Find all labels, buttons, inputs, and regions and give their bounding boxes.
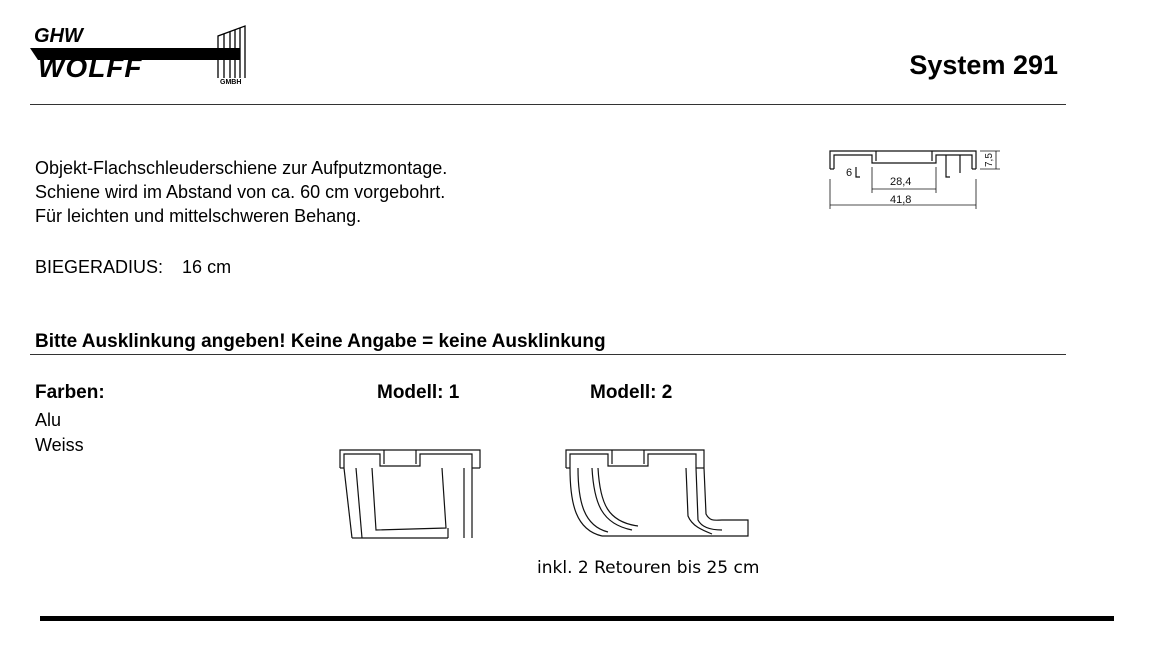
description-line-2: Schiene wird im Abstand von ca. 60 cm vorgebohrt.: [35, 182, 446, 202]
biegeradius: [35, 257, 231, 278]
footer-rule: [40, 616, 1114, 621]
page-title: System 291: [909, 50, 1058, 80]
dim-6: 6: [846, 167, 853, 179]
farbe-alu: Alu: [35, 410, 62, 430]
farbe-weiss: Weiss: [35, 435, 84, 455]
dim-7-5: 7,5: [984, 153, 995, 167]
modell-2-label: Modell: 2: [590, 382, 673, 403]
biegeradius-label: BIEGERADIUS:: [35, 257, 164, 277]
ausklinkung-notice: Bitte Ausklinkung angeben! Keine Angabe = keine Ausklinkung: [35, 331, 606, 352]
dim-41-8: 41,8: [890, 194, 912, 206]
dim-28-4: 28,4: [890, 176, 912, 188]
modell-1-label: Modell: 1: [377, 382, 460, 403]
biegeradius-value: 16 cm: [182, 257, 232, 277]
ghw-wolff-logo: [30, 22, 255, 86]
header-rule: [30, 104, 1066, 105]
profile-cross-section-drawing: [820, 143, 1010, 219]
notice-rule: [30, 354, 1066, 355]
modell-1-drawing: [336, 444, 486, 542]
description-line-3: Für leichten und mittelschweren Behang.: [35, 206, 362, 226]
description-line-1: Objekt-Flachschleuderschiene zur Aufputzmontage.: [35, 158, 448, 178]
farben-heading: Farben:: [35, 382, 105, 403]
modell-2-drawing: [562, 444, 758, 542]
logo-text-ghw: GHW: [34, 25, 83, 47]
logo-text-wolff: WOLFF: [38, 52, 143, 83]
modell-2-note: inkl. 2 Retouren bis 25 cm: [537, 558, 760, 578]
description-block: [35, 156, 447, 228]
logo-text-gmbh: GMBH: [220, 79, 242, 86]
farben-list: [35, 408, 84, 458]
